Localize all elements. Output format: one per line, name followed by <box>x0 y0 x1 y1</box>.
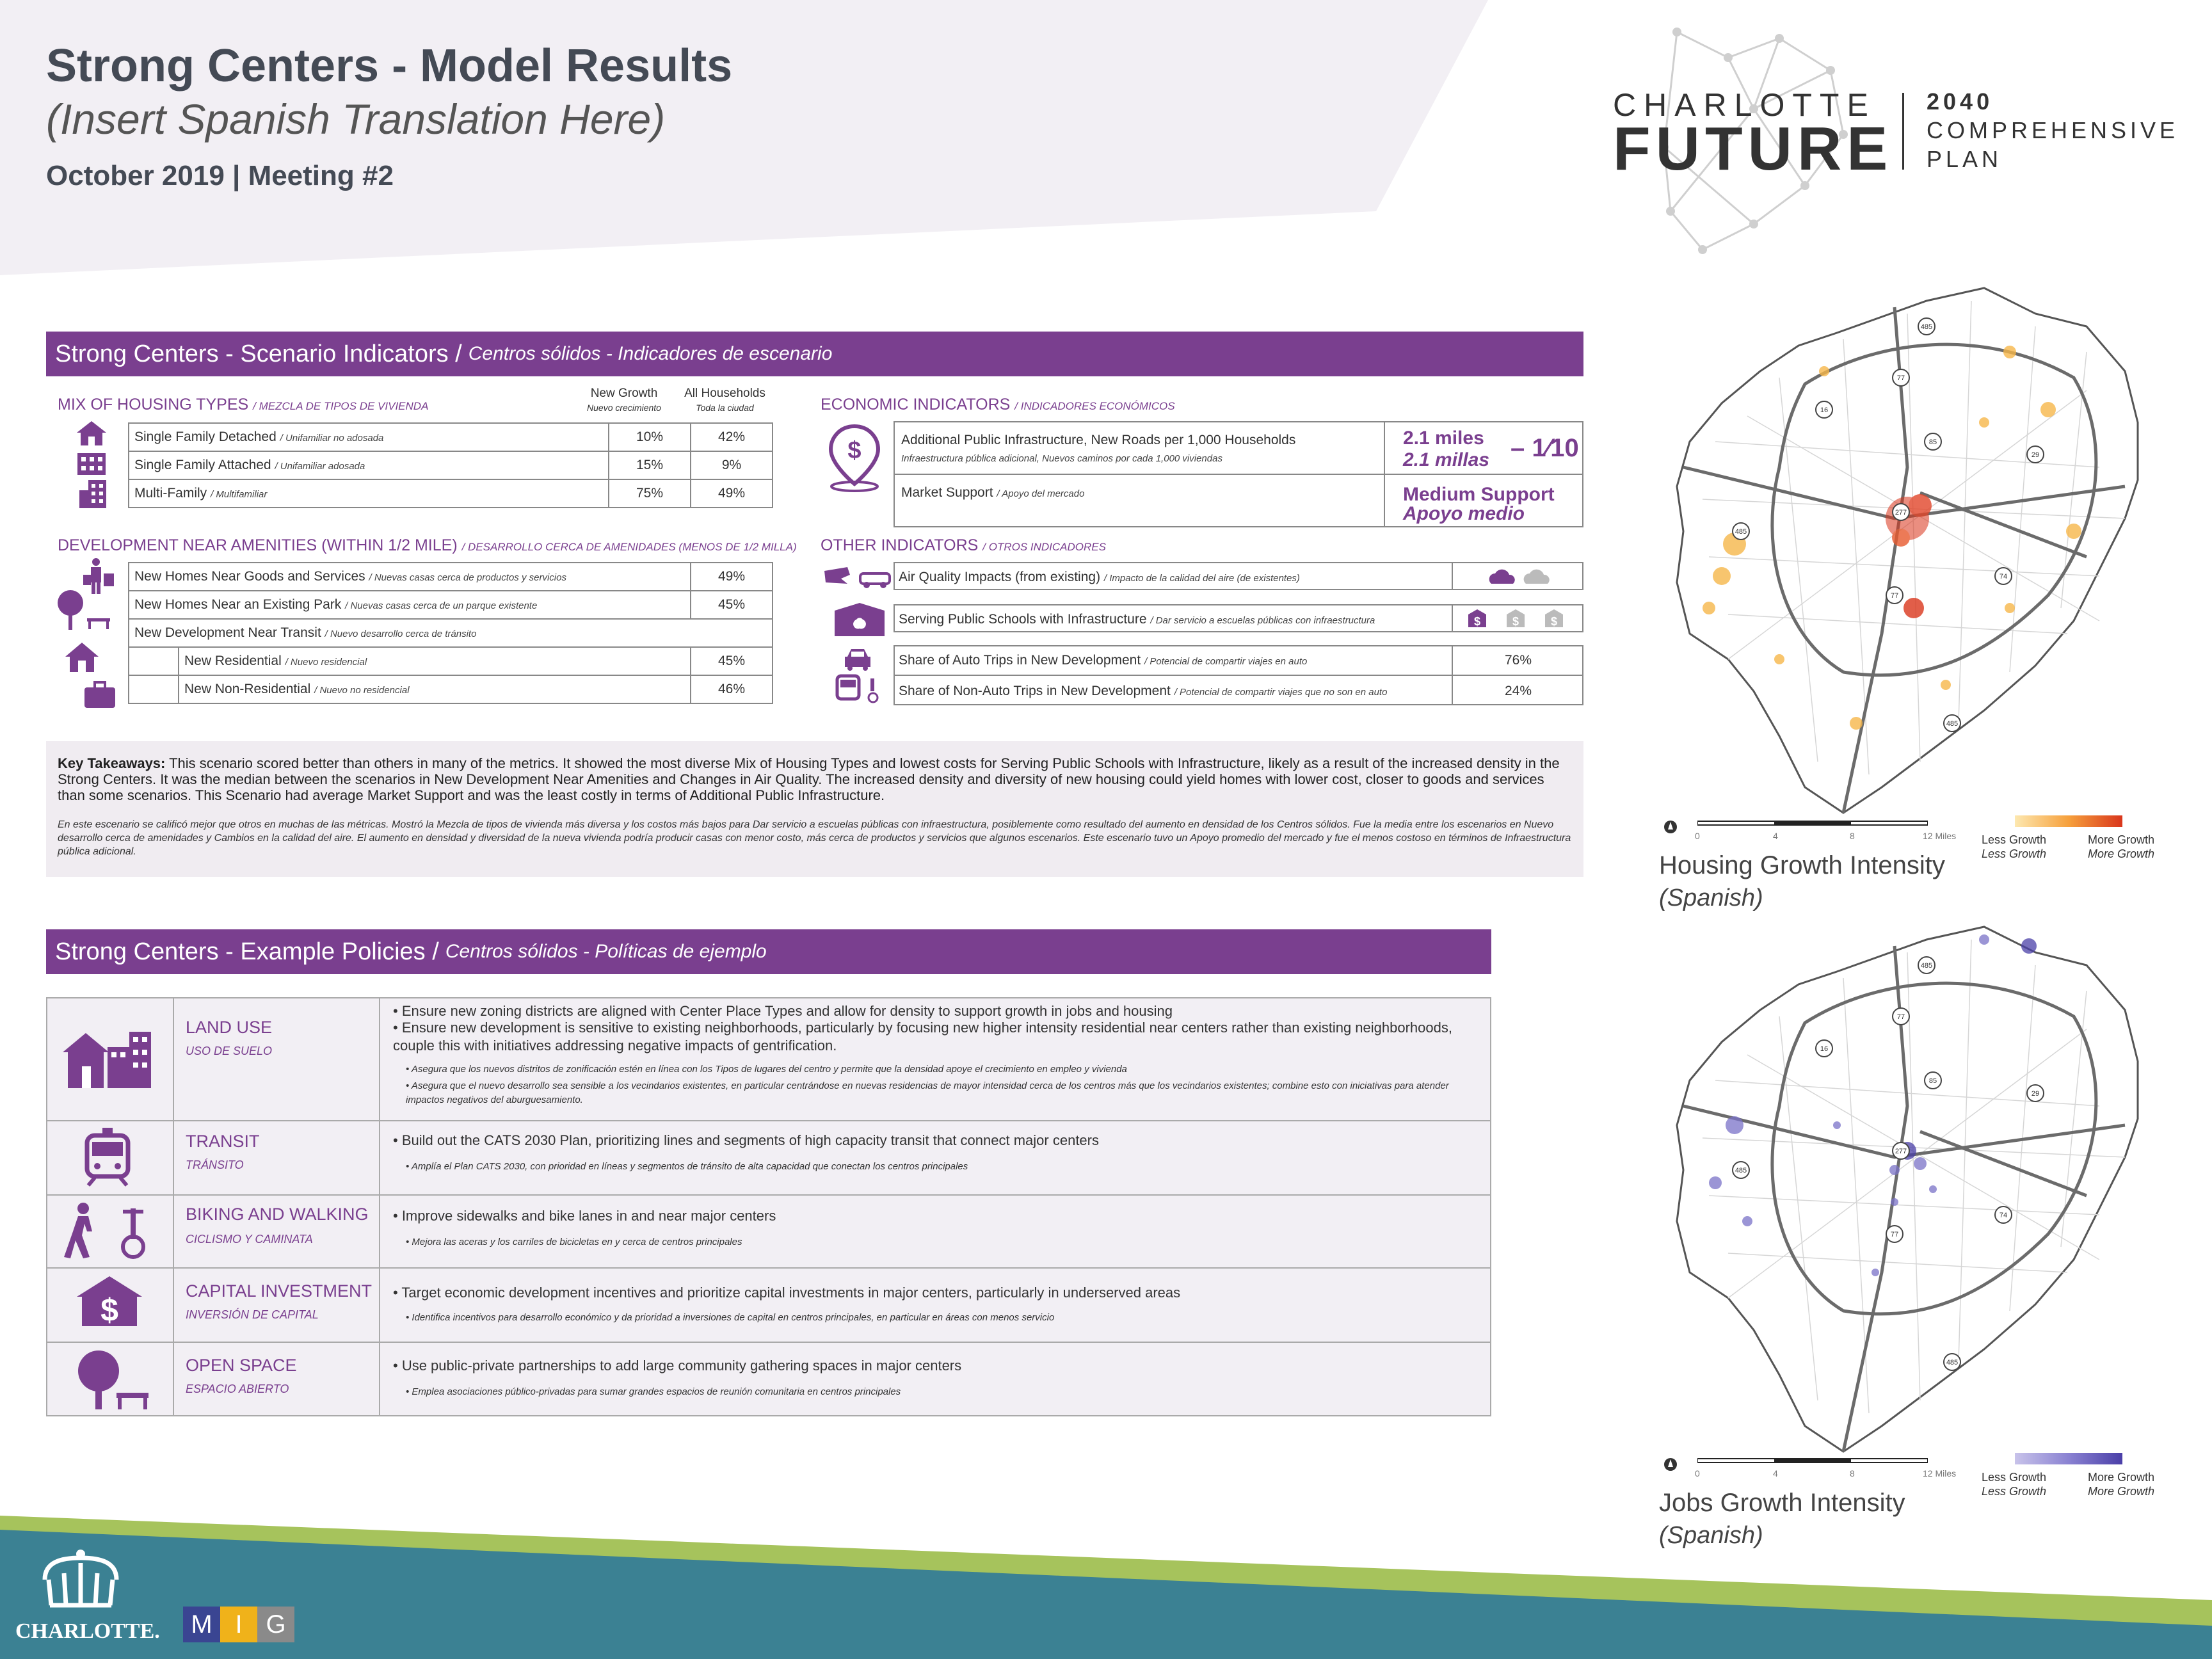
logo-divider <box>1902 93 1904 170</box>
shield-label: 485 <box>1920 962 1933 970</box>
svg-text:$: $ <box>1512 615 1519 628</box>
logo-year: 2040 <box>1927 88 1994 115</box>
table-row: Multi-Family / Multifamiliar 75% 49% <box>129 479 773 508</box>
shield-label: 85 <box>1928 1077 1937 1085</box>
indicators-bar-title: Strong Centers - Scenario Indicators / <box>55 340 462 367</box>
mig-logo <box>183 1607 294 1642</box>
infra-fraction: – 1⁄10 <box>1511 434 1579 462</box>
page-subtitle: (Insert Spanish Translation Here) <box>46 95 666 143</box>
jobs-scale-bar <box>1697 1455 1928 1466</box>
policy-land-use-bullet-2: • Ensure new development is sensitive to existing neighborhoods, particularly by focusing new higher intensity residential near centers rather than existing neighborhoods, couple this with initiatives addressing negative impacts of gentrification. <box>393 1020 1452 1054</box>
jobs-scale-4: 4 <box>1773 1468 1778 1479</box>
indicators-header-bar <box>46 332 1583 376</box>
cloud-icon <box>1486 567 1557 586</box>
train-bike-icon <box>835 672 883 704</box>
housing-map-title: Housing Growth Intensity <box>1659 851 1945 879</box>
infra-value: 2.1 miles <box>1403 428 1484 449</box>
air-quality-car-icon <box>822 565 892 590</box>
policies-bar-title: Strong Centers - Example Policies / <box>55 938 439 965</box>
policy-capital-bullet-1-es: • Identifica incentivos para desarrollo económico y da prioridad a inversiones de capital en centros principales, en particular en áreas con menos servicio <box>406 1312 1055 1323</box>
table-row: Single Family Detached / Unifamiliar no adosada 10% 42% <box>129 423 773 451</box>
train-icon <box>83 1126 132 1187</box>
jobs-growth-map <box>1651 914 2183 1477</box>
market-value: Medium Support <box>1403 484 1555 505</box>
housing-legend-less: Less Growth <box>1982 833 2047 846</box>
shield-label: 277 <box>1895 509 1907 517</box>
nonauto-trips-label: Share of Non-Auto Trips in New Development / Potencial de compartir viajes que no son en auto <box>899 684 1388 698</box>
key-takeaways-text: Key Takeaways: This scenario scored better than others in many of the metrics. It showed the most diverse Mix of Housing Types and lowest costs for Serving Public Schools with Infrastructure, likely as a result of the increased density in the Strong Centers. It was the median between the scenarios in New Development Near Amenities and Changes in Air Quality. The increased density and diversity of new housing could yield homes with lower cost, closer to goods and services than some scenarios. This Scenario had average Market Support and was the least costly in terms of Additional Public Infrastructure. <box>58 755 1560 803</box>
housing-legend-less-es: Less Growth <box>1982 847 2047 860</box>
table-row: Single Family Attached / Unifamiliar adosada 15% 9% <box>129 451 773 479</box>
policy-category-transit-es: TRÁNSITO <box>186 1158 244 1171</box>
jobs-scale-0: 0 <box>1695 1468 1700 1479</box>
housing-scale-bar <box>1697 818 1928 828</box>
park-icon <box>55 589 113 631</box>
housing-scale-0: 0 <box>1695 831 1700 841</box>
other-section-title: OTHER INDICATORS / OTROS INDICADORES <box>821 536 1106 554</box>
policy-biking-bullet-1-es: • Mejora las aceras y los carriles de bicicletas en y cerca de centros principales <box>406 1237 742 1247</box>
policy-category-land-use-es: USO DE SUELO <box>186 1045 273 1057</box>
key-takeaways-text-es: En este escenario se calificó mejor que otros en muchas de las métricas. Mostró la Mezcla de tipos de vivienda más diversa y los costos más bajos para Dar servicio a escuelas públicas con infraestructura, posiblemente como resultado del aumento en densidad de los Centros sólidos. Fue la media entre los escenarios en Nuevo desarrollo cerca de amenidades y Cambios en la calidad del aire. El aumento en densidad y diversidad de la nueva vivienda podría producir casas con menor costo, más cerca de productos y servicios que algunos escenarios. Este escenario tuvo un Apoyo promedio del mercado y fue el menos costoso en términos de Infraestructura pública adicional. <box>58 819 1571 857</box>
shield-label: 74 <box>1999 1212 2008 1219</box>
policy-land-use-bullet-1-es: • Asegura que los nuevos distritos de zonificación estén en línea con los Tipos de lugares del centro y permite que la densidad apoye el crecimiento en empleo y vivienda <box>406 1064 1127 1075</box>
jobs-map-title: Jobs Growth Intensity <box>1659 1489 1905 1517</box>
air-quality-divider <box>1452 562 1453 590</box>
jobs-legend-ramp <box>2015 1453 2122 1464</box>
jobs-scale-8: 8 <box>1850 1468 1855 1479</box>
housing-scale-12: 12 Miles <box>1923 831 1957 841</box>
housing-col-new-growth: New Growth Nuevo crecimiento <box>587 387 661 413</box>
policy-capital-bullet-1: • Target economic development incentives and prioritize capital investments in major centers, particularly in underserved areas <box>393 1285 1181 1301</box>
indicators-bar-title-es: Centros sólidos - Indicadores de escenario <box>468 343 833 364</box>
shield-label: 74 <box>1999 573 2008 581</box>
housing-table <box>128 422 773 508</box>
policy-open-space-bullet-1: • Use public-private partnerships to add large community gathering spaces in major centers <box>393 1358 962 1374</box>
economic-divider-h <box>894 474 1583 475</box>
auto-trips-label: Share of Auto Trips in New Development / Potencial de compartir viajes en auto <box>899 653 1308 668</box>
mig-letter-m: M <box>183 1607 220 1642</box>
shield-label: 77 <box>1896 1013 1905 1021</box>
apartment-icon <box>78 479 108 509</box>
housing-scale-8: 8 <box>1850 831 1855 841</box>
policy-biking-bullet-1: • Improve sidewalks and bike lanes in and near major centers <box>393 1208 776 1224</box>
policy-category-biking-walking: BIKING AND WALKING <box>186 1205 369 1224</box>
walk-bike-icon <box>61 1202 151 1260</box>
shield-label: 77 <box>1896 374 1905 382</box>
jobs-legend-less-es: Less Growth <box>1982 1485 2047 1498</box>
charlotte-footer-text: CHARLOTTE. <box>15 1619 160 1643</box>
policies-col-sep <box>379 997 380 1416</box>
jobs-legend-less: Less Growth <box>1982 1471 2047 1484</box>
shield-label: 485 <box>1920 323 1933 331</box>
north-arrow-icon <box>1663 812 1678 835</box>
policy-row-divider <box>46 1342 1491 1343</box>
policy-category-open-space: OPEN SPACE <box>186 1356 297 1375</box>
jobs-legend-more-es: More Growth <box>2088 1485 2155 1498</box>
policy-land-use-bullet-2-es: • Asegura que el nuevo desarrollo sea sensible a los vecindarios existentes, en particular centrándose en nuevas residencias de mayor intensidad cerca de los centros más que los vecindarios existentes; combine esto con iniciativas para atender impactos negativos del aburguesamiento. <box>406 1080 1449 1105</box>
policies-header-bar <box>46 929 1491 974</box>
policies-bar-title-es: Centros sólidos - Políticas de ejemplo <box>445 941 767 962</box>
policies-col-sep-left <box>173 997 174 1416</box>
table-row: New Development Near Transit / Nuevo desarrollo cerca de tránsito <box>129 619 773 647</box>
shield-label: 485 <box>1946 720 1959 728</box>
mig-letter-g: G <box>257 1607 294 1642</box>
infra-label: Additional Public Infrastructure, New Roads per 1,000 Households <box>901 433 1296 447</box>
policy-category-biking-walking-es: CICLISMO Y CAMINATA <box>186 1233 313 1246</box>
dollar-pin-icon <box>826 422 883 493</box>
crown-logo-icon <box>36 1548 125 1618</box>
page-title: Strong Centers - Model Results <box>46 40 733 92</box>
economic-section-title: ECONOMIC INDICATORS / INDICADORES ECONÓMICOS <box>821 396 1175 413</box>
dollar-house-icons <box>1466 608 1575 629</box>
shield-label: 16 <box>1820 406 1829 414</box>
shield-label: 277 <box>1895 1148 1907 1155</box>
shield-label: 29 <box>2031 1090 2040 1098</box>
infra-label-es: Infraestructura pública adicional, Nuevos caminos por cada 1,000 viviendas <box>901 453 1222 464</box>
policy-transit-bullet-1-es: • Amplía el Plan CATS 2030, con prioridad en líneas y segmentos de tránsito de alta capacidad que conectan los centros principales <box>406 1161 968 1172</box>
jobs-legend-more: More Growth <box>2088 1471 2155 1484</box>
amenities-table <box>128 562 773 704</box>
policy-category-capital: CAPITAL INVESTMENT <box>186 1281 373 1301</box>
logo-charlotte-text: CHARLOTTE <box>1613 87 1876 123</box>
housing-scale-4: 4 <box>1773 831 1778 841</box>
townhouse-icon <box>76 449 108 476</box>
car-icon <box>844 646 872 671</box>
meeting-info: October 2019 | Meeting #2 <box>46 160 394 191</box>
buildings-icon <box>61 1028 154 1089</box>
housing-legend-ramp <box>2015 815 2122 827</box>
north-arrow-icon <box>1663 1449 1678 1472</box>
mig-letter-i: I <box>220 1607 257 1642</box>
policy-open-space-bullet-1-es: • Emplea asociaciones público-privadas para sumar grandes espacios de reunión comunitaria en centros principales <box>406 1386 901 1397</box>
logo-future-text: FUTURE <box>1613 115 1893 183</box>
svg-text:$: $ <box>847 437 862 464</box>
svg-text:$: $ <box>1473 615 1481 628</box>
shield-label: 485 <box>1946 1359 1959 1366</box>
schools-label: Serving Public Schools with Infrastructure / Dar servicio a escuelas públicas con infraestructura <box>899 612 1375 627</box>
policy-category-open-space-es: ESPACIO ABIERTO <box>186 1382 289 1395</box>
table-row: New Homes Near an Existing Park / Nuevas casas cerca de un parque existente 45% <box>129 591 773 619</box>
shield-label: 77 <box>1890 1231 1899 1238</box>
shield-label: 85 <box>1928 438 1937 446</box>
nonauto-trips-value: 24% <box>1504 684 1532 698</box>
table-row: New Residential / Nuevo residencial 45% <box>129 647 773 675</box>
policy-row-divider <box>46 1120 1491 1121</box>
shield-label: 29 <box>2031 451 2040 459</box>
capital-investment-icon <box>74 1274 145 1327</box>
jobs-scale-12: 12 Miles <box>1923 1468 1957 1479</box>
policy-land-use-bullet-1: • Ensure new zoning districts are aligned with Center Place Types and allow for density to support growth in jobs and housing <box>393 1003 1173 1019</box>
air-quality-label: Air Quality Impacts (from existing) / Impacto de la calidad del aire (de existentes) <box>899 570 1300 584</box>
housing-section-title: MIX OF HOUSING TYPES / MEZCLA DE TIPOS DE VIVIENDA <box>58 396 429 413</box>
auto-trips-value: 76% <box>1504 653 1532 668</box>
logo-plan: PLAN <box>1927 146 2003 172</box>
school-icon <box>832 602 887 637</box>
jobs-map-subtitle: (Spanish) <box>1659 1522 1763 1549</box>
policy-row-divider <box>46 1194 1491 1196</box>
housing-growth-map <box>1651 275 2183 838</box>
svg-text:$: $ <box>100 1292 118 1327</box>
open-space-icon <box>72 1349 151 1411</box>
shield-label: 16 <box>1820 1045 1829 1053</box>
trips-divider-h <box>894 675 1583 676</box>
schools-divider <box>1452 604 1453 632</box>
housing-col-all-households: All Households Toda la ciudad <box>684 387 765 413</box>
shield-label: 485 <box>1735 528 1747 536</box>
table-row: New Homes Near Goods and Services / Nuevas casas cerca de productos y servicios 49% <box>129 563 773 591</box>
policy-category-capital-es: INVERSIÓN DE CAPITAL <box>186 1308 319 1321</box>
shield-label: 77 <box>1890 592 1899 600</box>
market-value-es: Apoyo medio <box>1403 503 1525 524</box>
infra-value-es: 2.1 millas <box>1403 449 1490 470</box>
policy-row-divider <box>46 1267 1491 1269</box>
house-outline-icon <box>64 641 100 673</box>
housing-legend-more-es: More Growth <box>2088 847 2155 860</box>
market-label: Market Support / Apoyo del mercado <box>901 485 1085 500</box>
policy-transit-bullet-1: • Build out the CATS 2030 Plan, prioritizing lines and segments of high capacity transit that connect major centers <box>393 1132 1099 1148</box>
logo-comprehensive: COMPREHENSIVE <box>1927 117 2179 143</box>
table-row: New Non-Residential / Nuevo no residencial 46% <box>129 675 773 703</box>
house-icon <box>76 420 108 447</box>
policy-category-land-use: LAND USE <box>186 1018 273 1037</box>
economic-divider-v <box>1384 421 1385 527</box>
amenities-section-title: DEVELOPMENT NEAR AMENITIES (WITHIN 1/2 MILE) / DESARROLLO CERCA DE AMENIDADES (MENOS DE 1/2 MILLA) <box>58 536 797 554</box>
footer-background <box>0 1504 2212 1659</box>
svg-text:$: $ <box>1550 615 1558 628</box>
shield-label: 485 <box>1735 1167 1747 1174</box>
briefcase-icon <box>83 681 116 709</box>
policy-category-transit: TRANSIT <box>186 1132 260 1151</box>
housing-legend-more: More Growth <box>2088 833 2155 846</box>
housing-map-subtitle: (Spanish) <box>1659 885 1763 911</box>
